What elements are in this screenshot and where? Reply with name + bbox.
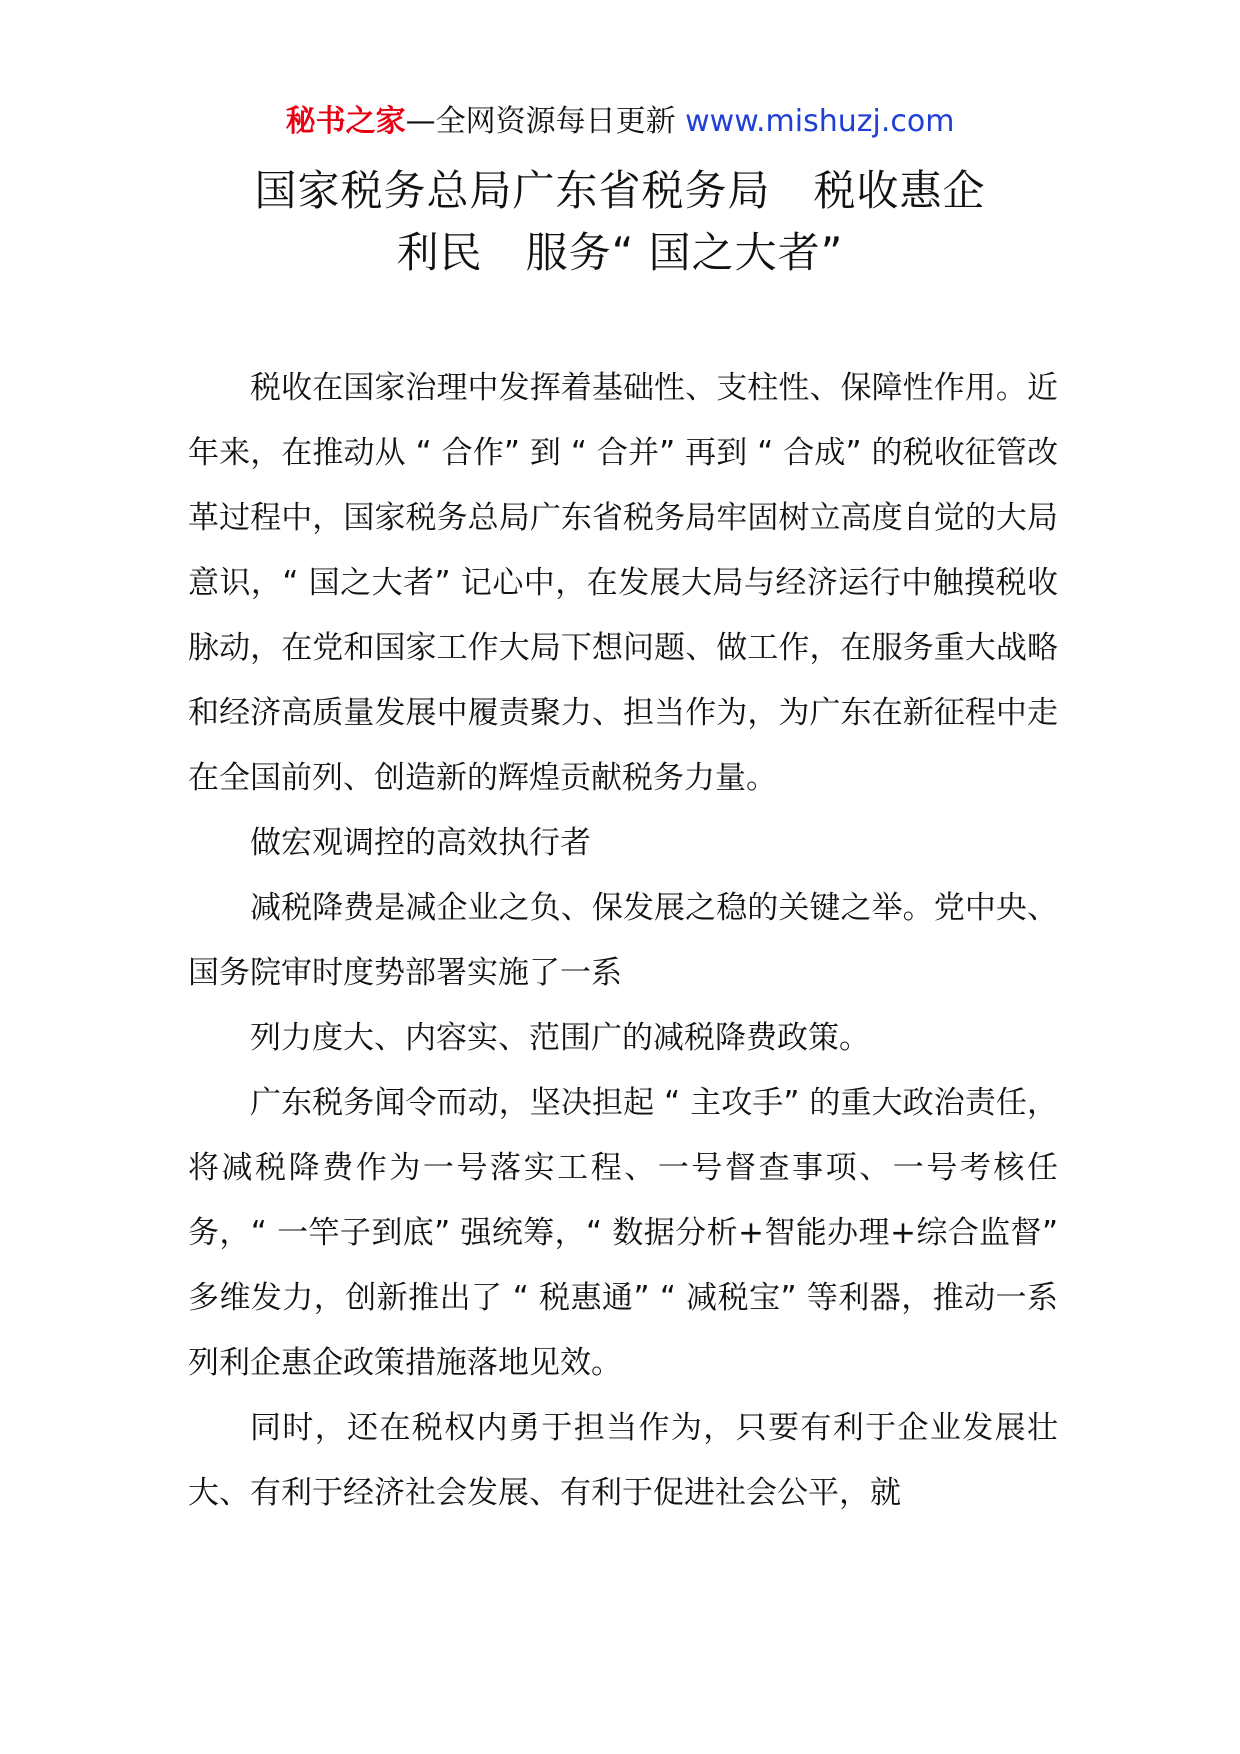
- title-line-2: 利民 服务“ 国之大者”: [396, 228, 844, 277]
- paragraph: 减税降费是减企业之负、保发展之稳的关键之举。党中央、国务院审时度势部署实施了一系: [188, 890, 1058, 991]
- site-url[interactable]: www.mishuzj.com: [685, 104, 955, 139]
- document-title: [150, 160, 1090, 284]
- paragraph: 税收在国家治理中发挥着基础性、支柱性、保障性作用。近年来，在推动从 “ 合作” 到 “ 合并” 再到 “ 合成” 的税收征管改革过程中，国家税务总局广东省税务局牢固树立高度自觉的大局意识，“ 国之大者” 记心中，在发展大局与经济运行中触摸税收脉动，在党和国家工作大局下想问题、做工作，在服务重大战略和经济高质量发展中履责聚力、担当作为，为广东在新征程中走在全国前列、创造新的辉煌贡献税务力量。: [188, 370, 1058, 796]
- site-tagline: —全网资源每日更新: [405, 104, 676, 139]
- title-line-1: 国家税务总局广东省税务局 税收惠企: [254, 166, 986, 215]
- document-body: [188, 356, 1058, 1526]
- paragraph: 广东税务闻令而动，坚决担起 “ 主攻手” 的重大政治责任，将减税降费作为一号落实工程、一号督查事项、一号考核任务，“ 一竿子到底” 强统筹，“ 数据分析+智能办理+综合监督” 多维发力，创新推出了 “ 税惠通” “ 减税宝” 等利器，推动一系列利企惠企政策措施落地见效。: [188, 1085, 1058, 1381]
- section-heading: 做宏观调控的高效执行者: [250, 825, 591, 861]
- paragraph: 列力度大、内容实、范围广的减税降费政策。: [250, 1020, 870, 1056]
- site-brand: 秘书之家: [285, 104, 406, 139]
- paragraph: 同时，还在税权内勇于担当作为，只要有利于企业发展壮大、有利于经济社会发展、有利于促进社会公平，就: [188, 1410, 1058, 1511]
- site-header: [0, 100, 1240, 144]
